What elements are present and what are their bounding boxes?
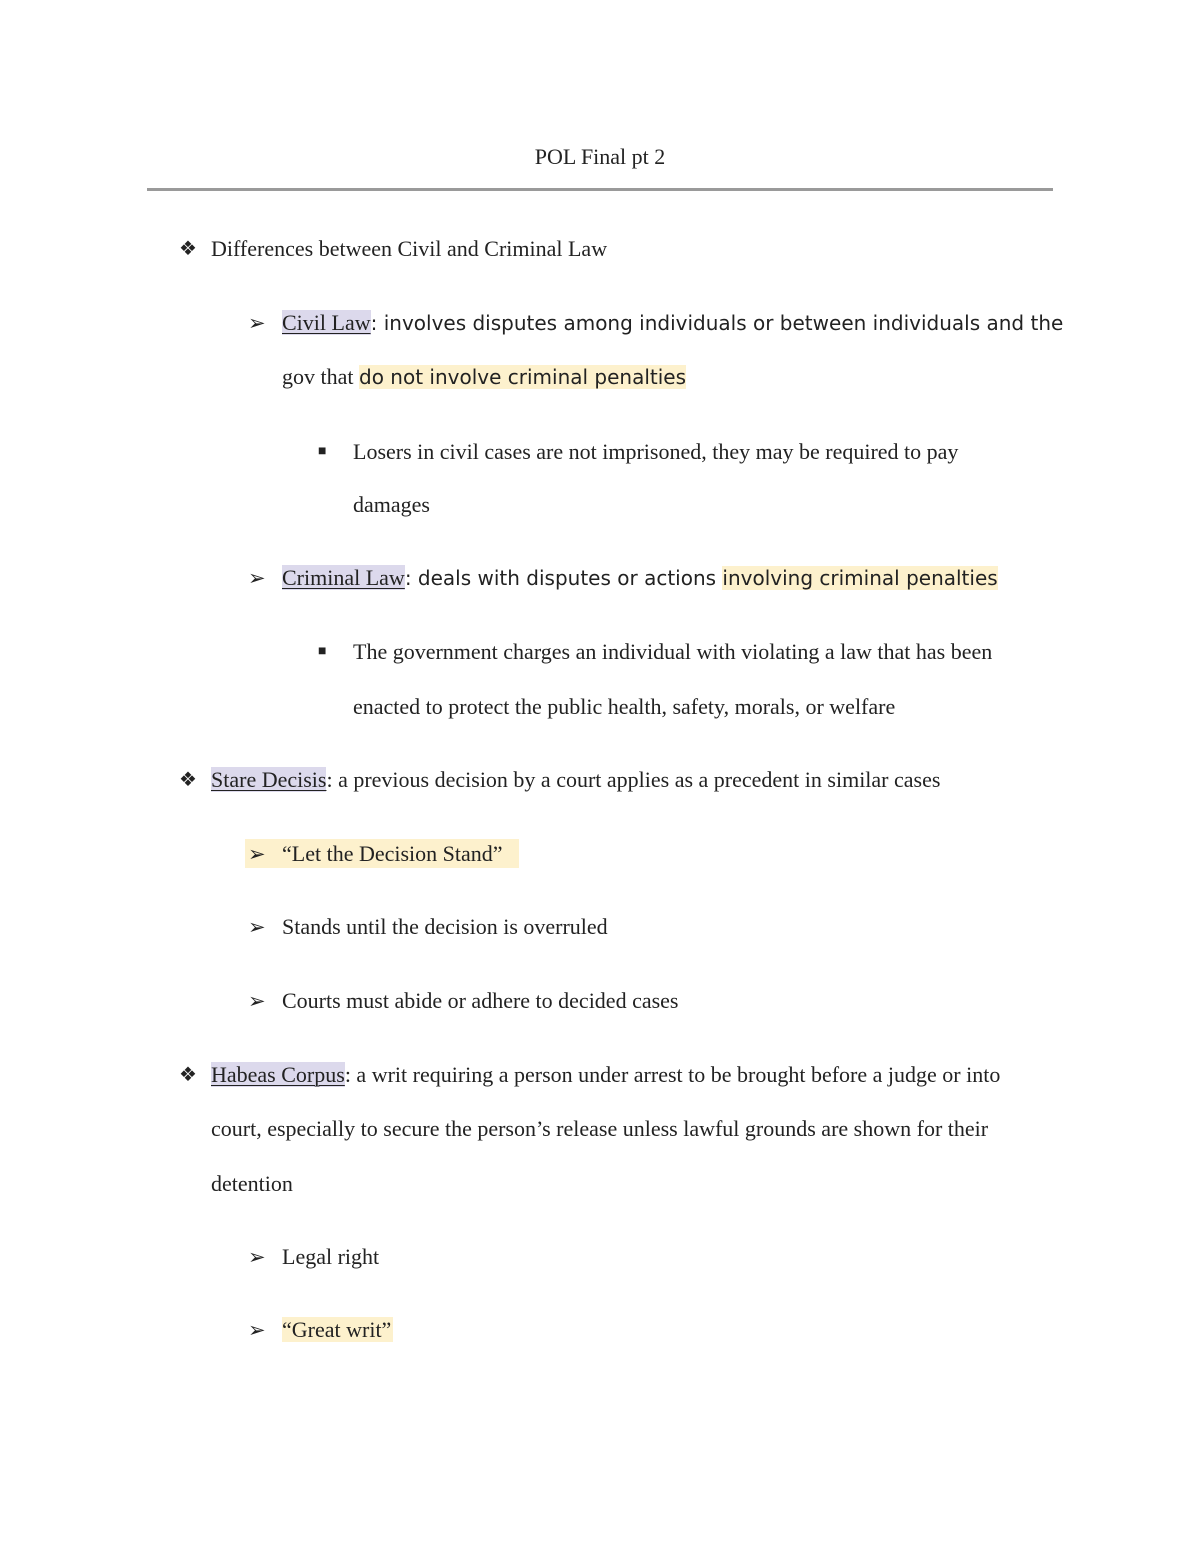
stare-decisis-item: “Let the Decision Stand” <box>282 841 503 866</box>
habeas-corpus-line-2: court, especially to secure the person’s release unless lawful grounds are shown for their <box>211 1116 989 1141</box>
highlight-great-writ: “Great writ” <box>282 1317 392 1342</box>
square-bullet-icon: ■ <box>318 444 327 459</box>
section-heading-differences: Differences between Civil and Criminal Law <box>211 236 608 261</box>
square-bullet-icon: ■ <box>318 644 327 659</box>
diamond-bullet-icon: ❖ <box>179 769 197 791</box>
arrow-bullet-icon: ➢ <box>248 1245 266 1269</box>
habeas-corpus-item: Legal right <box>282 1244 380 1269</box>
civil-law-line-2 <box>282 363 686 391</box>
criminal-sub-line-2: enacted to protect the public health, safety, morals, or welfare <box>353 694 896 719</box>
highlight-no-criminal-penalties: do not involve criminal penalties <box>359 365 687 389</box>
term-stare-decisis: Stare Decisis <box>211 767 327 792</box>
stare-decisis-item: Stands until the decision is overruled <box>282 914 608 939</box>
civil-law-definition-cont: gov that <box>282 364 359 389</box>
habeas-corpus-item <box>282 1316 393 1344</box>
arrow-bullet-icon: ➢ <box>248 1318 266 1342</box>
habeas-corpus-line-1 <box>211 1061 1000 1089</box>
stare-decisis-line <box>211 766 940 794</box>
highlight-criminal-penalties: involving criminal penalties <box>722 566 998 590</box>
civil-sub-line-1: Losers in civil cases are not imprisoned, they may be required to pay <box>353 439 959 464</box>
civil-sub-line-2: damages <box>353 492 430 517</box>
habeas-corpus-line-3: detention <box>211 1171 293 1196</box>
page-title: POL Final pt 2 <box>534 144 666 169</box>
arrow-bullet-icon: ➢ <box>248 989 266 1013</box>
arrow-bullet-icon: ➢ <box>248 842 266 866</box>
term-habeas-corpus: Habeas Corpus <box>211 1062 345 1087</box>
diamond-bullet-icon: ❖ <box>179 1064 197 1086</box>
stare-decisis-item: Courts must abide or adhere to decided cases <box>282 988 679 1013</box>
civil-law-line-1 <box>282 309 1063 337</box>
stare-decisis-definition: : a previous decision by a court applies as a precedent in similar cases <box>326 767 941 792</box>
diamond-bullet-icon: ❖ <box>179 238 197 260</box>
civil-law-definition: : involves disputes among individuals or between individuals and the <box>370 311 1064 335</box>
criminal-law-definition: : deals with disputes or actions <box>404 566 723 590</box>
term-criminal-law: Criminal Law <box>282 565 405 590</box>
criminal-sub-line-1: The government charges an individual with violating a law that has been <box>353 639 993 664</box>
arrow-bullet-icon: ➢ <box>248 566 266 590</box>
arrow-bullet-icon: ➢ <box>248 915 266 939</box>
term-civil-law: Civil Law <box>282 310 371 335</box>
arrow-bullet-icon: ➢ <box>248 311 266 335</box>
title-divider <box>147 188 1053 191</box>
criminal-law-line-1 <box>282 564 998 592</box>
habeas-corpus-definition: : a writ requiring a person under arrest to be brought before a judge or into <box>344 1062 1001 1087</box>
